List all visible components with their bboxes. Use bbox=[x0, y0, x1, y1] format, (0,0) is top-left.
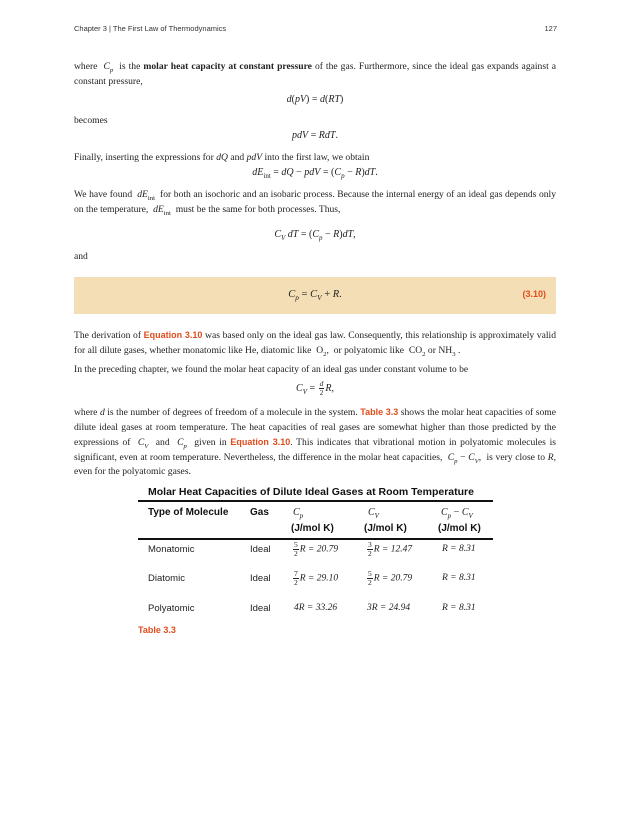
table-row-cv: $\frac{5}{2}$ R = 20.79 bbox=[368, 569, 413, 587]
table-row-cp: $\frac{7}{2}$ R = 29.10 bbox=[294, 569, 339, 587]
table-row-cp: $\frac{5}{2}$ R = 20.79 bbox=[294, 540, 339, 558]
equation-box bbox=[74, 277, 556, 314]
equation: $C_V$ = $\frac{d}{2}$ R, bbox=[296, 379, 334, 397]
paragraph: Finally, inserting the expressions for dQ and pdV into the first law, we obtain bbox=[74, 152, 370, 163]
equation-link[interactable]: Equation 3.10 bbox=[143, 330, 203, 340]
table-caption: Table 3.3 bbox=[138, 625, 176, 635]
paragraph: becomes bbox=[74, 115, 108, 126]
header-type: Type of Molecule bbox=[148, 507, 229, 518]
paragraph: where d is the number of degrees of freedom of a molecule in the system. Table 3.3 shows the molar heat capacities of some dilute ideal gases at room temperature. The heat capacities of real gases are somewhat higher than those predicted by the expressions of $C_V$ and $C_p$ given in Equation 3.10. This indicates that vibrational motion in polyatomic molecules is significant, even at room temperature. Nevertheless, the difference in the molar heat capacities, $C_p - C_V$, is very close to R, even for the polyatomic gases. bbox=[74, 407, 557, 477]
header-cv-unit: (J/mol K) bbox=[364, 523, 407, 534]
header-cv-symbol: $C_V$ bbox=[368, 507, 379, 520]
paragraph: and bbox=[74, 251, 88, 262]
table-row-cv: 3R = 24.94 bbox=[367, 603, 411, 613]
table-row-type: Polyatomic bbox=[148, 603, 195, 614]
table-top-rule bbox=[138, 500, 493, 502]
page-number: 127 bbox=[544, 24, 557, 33]
header-diff-unit: (J/mol K) bbox=[438, 523, 481, 534]
equation: pdV = RdT. bbox=[292, 130, 338, 141]
equation: $C_V$ dT = $(C_p - R)dT$, bbox=[274, 229, 356, 242]
table-row-diff: R = 8.31 bbox=[442, 573, 476, 583]
header-diff-symbol: $C_p - C_V$ bbox=[441, 507, 473, 520]
table-row-type: Diatomic bbox=[148, 573, 185, 584]
table-row-type: Monatomic bbox=[148, 544, 195, 555]
header-cp-symbol: $C_p$ bbox=[293, 507, 304, 520]
paragraph: The derivation of Equation 3.10 was based only on the ideal gas law. Consequently, this relationship is approximately valid for all dilute gases, whether monatomic like He, diatomic like $O_2$, or polyatomic like $CO_2$ or $NH_3$ . bbox=[74, 330, 556, 358]
running-header-chapter: Chapter 3 | The First Law of Thermodynamics bbox=[74, 24, 227, 33]
equation-link[interactable]: Equation 3.10 bbox=[230, 437, 291, 447]
equation-number: (3.10) bbox=[522, 289, 546, 299]
equation-3-10: $C_p = C_V + R$. bbox=[288, 289, 342, 302]
header-gas: Gas bbox=[250, 507, 269, 518]
equation: $dE_{int}$ = dQ − pdV = $(C_p - R)dT$. bbox=[252, 167, 378, 180]
table-link[interactable]: Table 3.3 bbox=[360, 407, 399, 417]
paragraph: where $C_p$ is the molar heat capacity at constant pressure of the gas. Furthermore, since the ideal gas expands against a constant pressure, bbox=[74, 61, 556, 87]
table-row-cp: 4R = 33.26 bbox=[294, 603, 338, 613]
table-header-rule bbox=[138, 538, 493, 540]
table-title: Molar Heat Capacities of Dilute Ideal Gases at Room Temperature bbox=[148, 486, 474, 498]
table-row-diff: R = 8.31 bbox=[442, 603, 476, 613]
paragraph: In the preceding chapter, we found the molar heat capacity of an ideal gas under constant volume to be bbox=[74, 364, 469, 375]
key-term: molar heat capacity at constant pressure bbox=[143, 61, 312, 72]
table-row-gas: Ideal bbox=[250, 573, 271, 584]
paragraph: We have found $dE_{int}$ for both an isochoric and an isobaric process. Because the internal energy of an ideal gas depends only on the temperature, $dE_{int}$ must be the same for both processes. Thus, bbox=[74, 189, 556, 217]
table-row-gas: Ideal bbox=[250, 544, 271, 555]
table-row-gas: Ideal bbox=[250, 603, 271, 614]
header-cp-unit: (J/mol K) bbox=[291, 523, 334, 534]
table-row-diff: R = 8.31 bbox=[442, 544, 476, 554]
table-row-cv: $\frac{3}{2}$ R = 12.47 bbox=[368, 540, 413, 558]
equation: d(pV) = d(RT) bbox=[286, 94, 344, 105]
